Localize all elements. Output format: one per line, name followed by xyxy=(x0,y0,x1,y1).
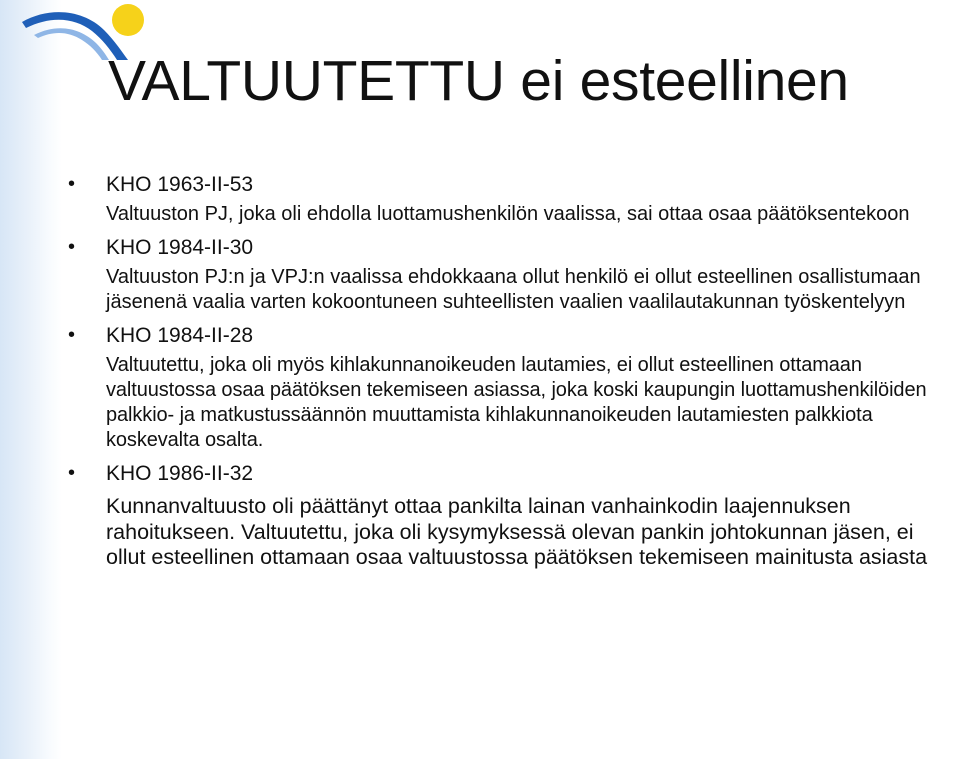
case-description: Valtuuston PJ:n ja VPJ:n vaalissa ehdokkaana ollut henkilö ei ollut esteellinen osallistumaan jäsenenä vaalia varten kokoontuneen suhteellisten vaalien vaalilautakunnan työskentelyyn xyxy=(106,266,921,313)
case-description: Valtuuston PJ, joka oli ehdolla luottamushenkilön vaalissa, sai ottaa osaa päätöksentekoon xyxy=(106,203,910,225)
list-item xyxy=(68,233,953,315)
bullet-icon: • xyxy=(68,324,76,346)
bullet-icon: • xyxy=(68,173,76,195)
case-number: KHO 1984-II-28 xyxy=(106,324,254,347)
left-decorative-band xyxy=(0,0,62,759)
bullet-icon: • xyxy=(68,462,76,484)
case-list xyxy=(68,170,953,577)
list-item xyxy=(68,459,953,571)
list-item xyxy=(68,170,953,227)
bullet-icon: • xyxy=(68,236,76,258)
case-number: KHO 1986-II-32 xyxy=(106,462,254,485)
list-item xyxy=(68,321,953,453)
case-number: KHO 1984-II-30 xyxy=(106,236,254,259)
case-number: KHO 1963-II-53 xyxy=(106,173,254,196)
case-description: Kunnanvaltuusto oli päättänyt ottaa pankilta lainan vanhainkodin laajennuksen rahoitukseen. Valtuutettu, joka oli kysymyksessä olevan pankin johtokunnan jäsen, ei ollut esteellinen ottamaan osaa valtuustossa päätöksen tekemiseen mainitusta asiasta xyxy=(106,494,928,569)
slide-title: VALTUUTETTU ei esteellinen xyxy=(108,49,849,113)
case-description: Valtuutettu, joka oli myös kihlakunnanoikeuden lautamies, ei ollut esteellinen ottamaan valtuustossa osaa päätöksen tekemiseen asiassa, joka koski kaupungin luottamushenkilöiden palkkio- ja matkustussäännön muuttamista kihlakunnanoikeuden lautamiesten palkkiota koskevalta osalta. xyxy=(106,354,927,451)
